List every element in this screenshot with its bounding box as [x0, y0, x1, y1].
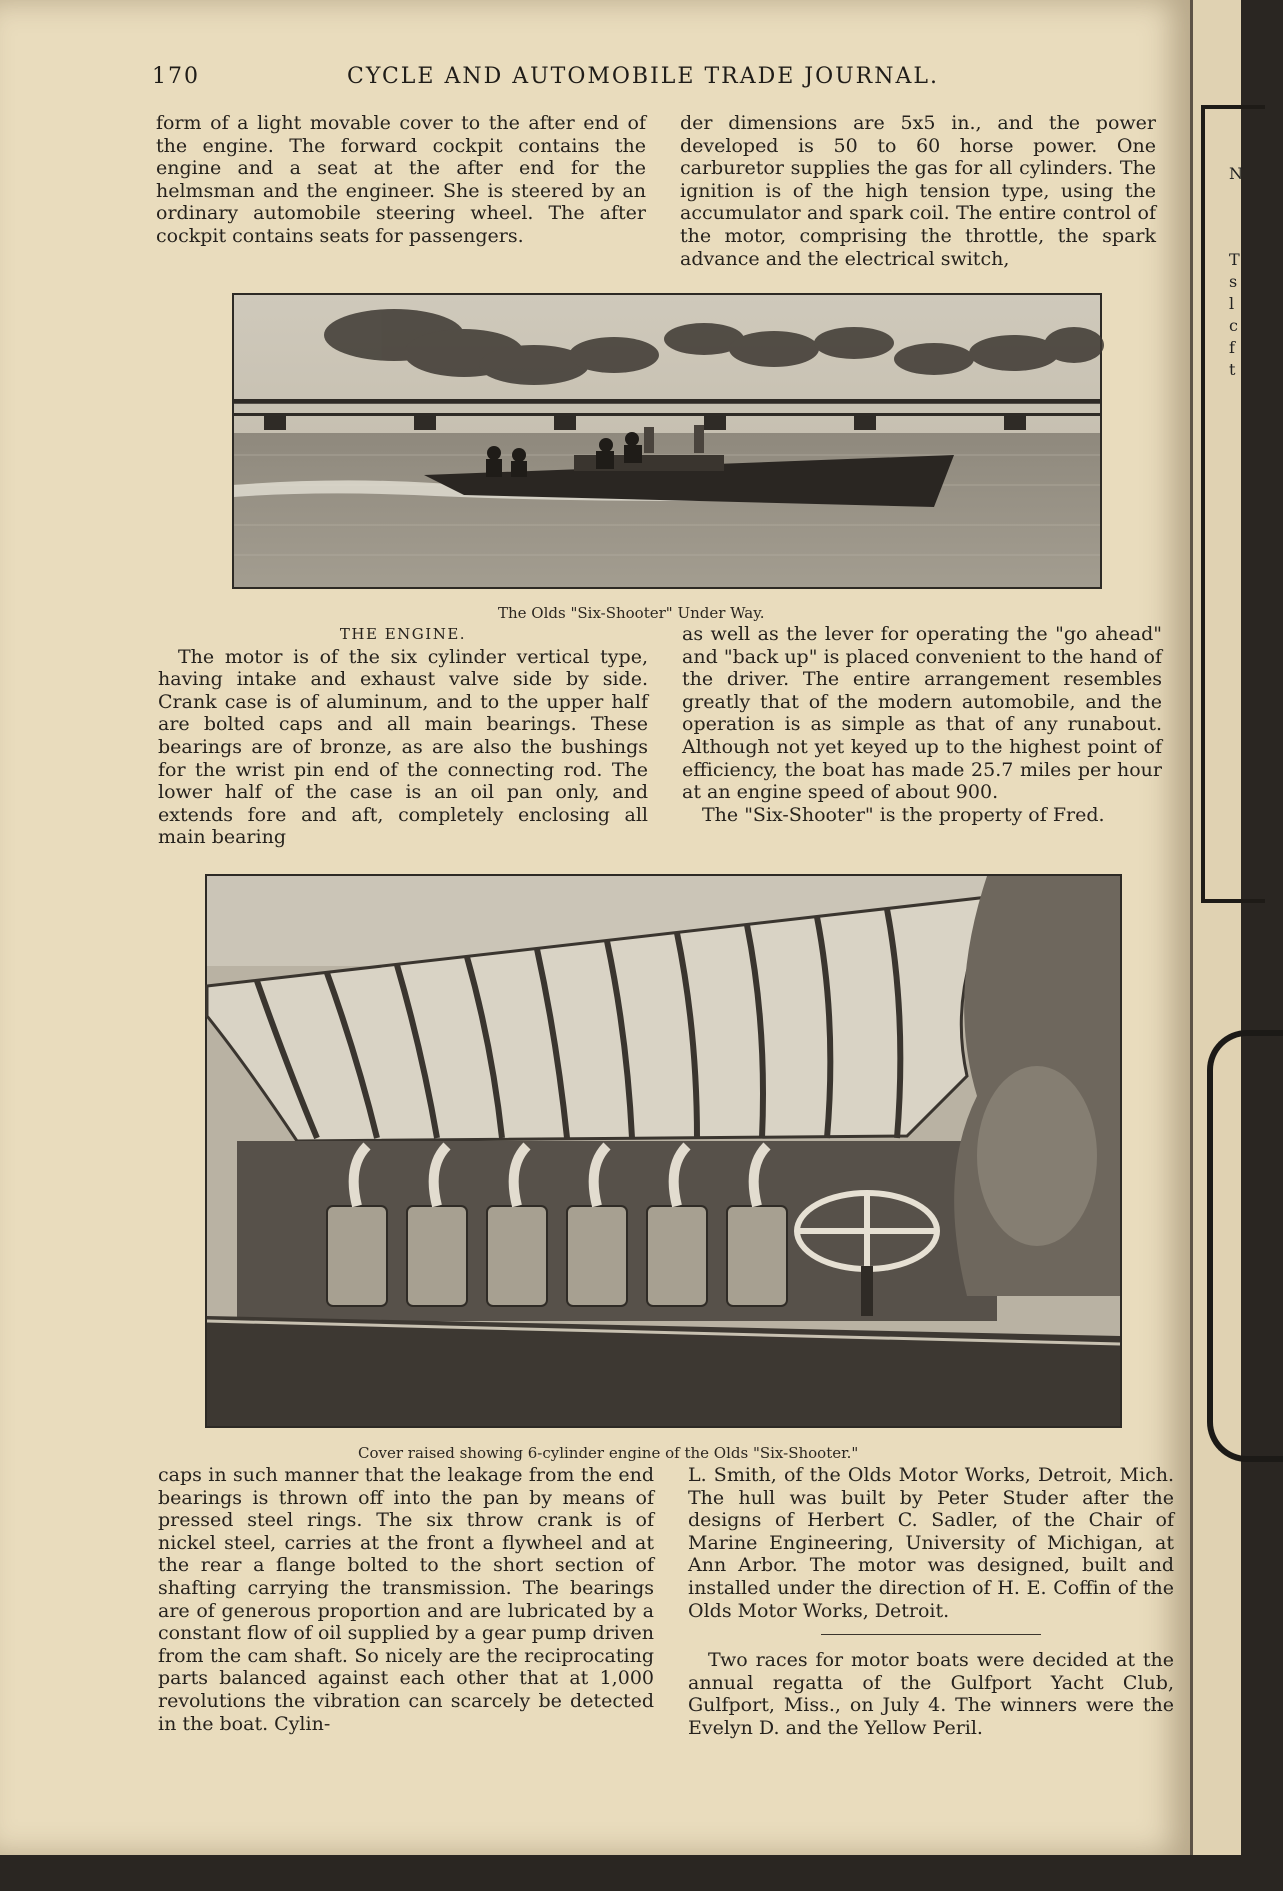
column-mid-right [682, 623, 1162, 826]
column-bottom-right [688, 1464, 1174, 1740]
boat-under-way-image [234, 295, 1100, 587]
paragraph: The "Six-Shooter" is the property of Fred. [702, 803, 1105, 826]
page-number: 170 [152, 64, 200, 89]
adjacent-glyph: s [1229, 272, 1238, 291]
adjacent-glyph: N [1229, 164, 1243, 183]
adjacent-glyph: l [1229, 294, 1235, 313]
adjacent-glyph: f [1229, 338, 1235, 357]
adjacent-page-border-box [1201, 105, 1265, 903]
column-top-right [680, 112, 1156, 270]
photo2-caption: Cover raised showing 6-cylinder engine of the Olds "Six-Shooter." [358, 1444, 859, 1462]
section-divider [821, 1634, 1041, 1635]
column-top-left [156, 112, 646, 248]
boat-under-way-photo [232, 293, 1102, 589]
paragraph: form of a light movable cover to the after end of the engine. The forward cockpit contains the engine and a seat at the after end for the helmsman and the engineer. She is steered by an ordinary automobile steering wheel. The after cockpit contains seats for passengers. [156, 112, 646, 247]
column-bottom-left [158, 1464, 654, 1735]
adjacent-glyph: T [1229, 250, 1240, 269]
section-heading: THE ENGINE. [339, 625, 467, 643]
adjacent-page-edge [1190, 0, 1241, 1855]
photo1-caption: The Olds "Six-Shooter" Under Way. [498, 604, 765, 622]
column-engine [158, 623, 648, 849]
engine-cover-raised-photo [205, 874, 1122, 1428]
paragraph: Two races for motor boats were decided at the annual regatta of the Gulfport Yacht Club, Gulfport, Miss., on July 4. The winners were the Evelyn D. and the Yellow Peril. [688, 1649, 1174, 1739]
paragraph: L. Smith, of the Olds Motor Works, Detroit, Mich. The hull was built by Peter Studer after the designs of Herbert C. Sadler, of the Chair of Marine Engineering, University of Michigan, at Ann Arbor. The motor was designed, built and installed under the direction of H. E. Coffin of the Olds Motor Works, Detroit. [688, 1464, 1174, 1622]
paragraph: as well as the lever for operating the "go ahead" and "back up" is placed convenient to the hand of the driver. The entire arrangement resembles greatly that of the modern automobile, and the operation is as simple as that of any runabout. Although not yet keyed up to the highest point of efficiency, the boat has made 25.7 miles per hour at an engine speed of about 900. [682, 623, 1162, 804]
engine-cover-raised-image [207, 876, 1120, 1426]
adjacent-glyph: t [1229, 360, 1236, 379]
page-header [152, 64, 1172, 94]
paragraph: The motor is of the six cylinder vertical type, having intake and exhaust valve side by side. Crank case is of aluminum, and to the upper half are bolted caps and all main bearings. These bearings are of bronze, as are also the bushings for the wrist pin end of the connecting rod. The lower half of the case is an oil pan only, and extends fore and aft, completely enclosing all main bearing [158, 645, 648, 849]
journal-title: CYCLE AND AUTOMOBILE TRADE JOURNAL. [347, 64, 939, 89]
paragraph: caps in such manner that the leakage from the end bearings is thrown off into the pan by means of pressed steel rings. The six throw crank is of nickel steel, carries at the front a flywheel and at the rear a flange bolted to the short section of shafting carrying the transmission. The bearings are of generous proportion and are lubricated by a constant flow of oil supplied by a gear pump driven from the cam shaft. So nicely are the reciprocating parts balanced against each other that at 1,000 revolutions the vibration can scarcely be detected in the boat. Cylin- [158, 1464, 654, 1735]
paragraph: der dimensions are 5x5 in., and the power developed is 50 to 60 horse power. One carburetor supplies the gas for all cylinders. The ignition is of the high tension type, using the accumulator and spark coil. The entire control of the motor, comprising the throttle, the spark advance and the electrical switch, [680, 112, 1156, 270]
adjacent-glyph: c [1229, 316, 1238, 335]
adjacent-ornament [1207, 1030, 1283, 1462]
